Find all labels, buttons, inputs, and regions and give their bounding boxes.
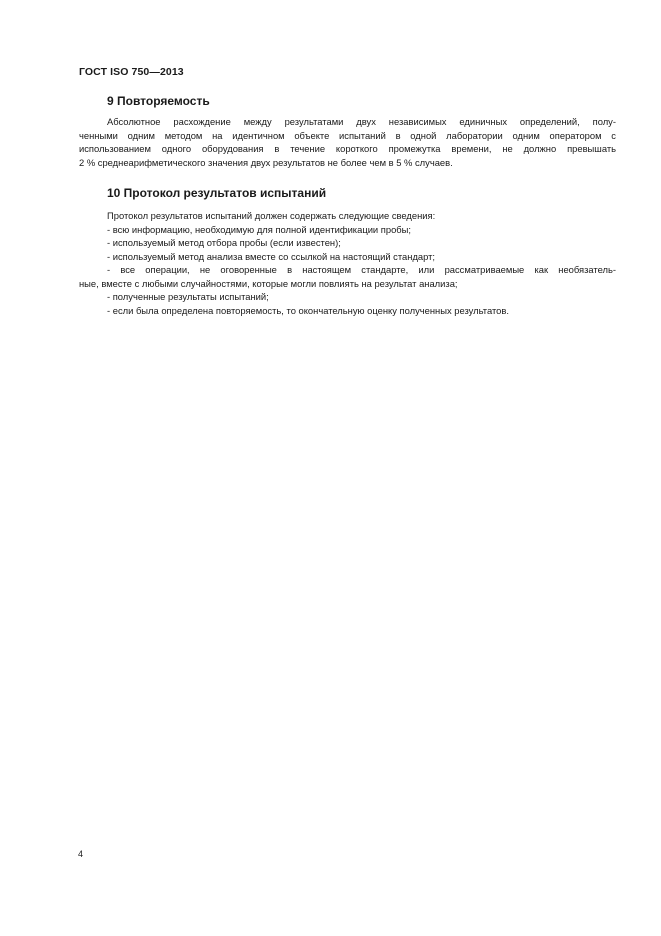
section-10-line-6: ные, вместе с любыми случайностями, которые могли повлиять на результат анализа; [79, 277, 458, 289]
section-10-line-3: - используемый метод отбора пробы (если известен); [107, 237, 341, 248]
section-10-line-8: - если была определена повторяемость, то окончательную оценку полученных результатов. [107, 304, 509, 316]
section-9-heading: 9 Повторяемость [107, 94, 210, 108]
section-9-line-1: Абсолютное расхождение между результатами двух независимых единичных определений, полу- [107, 116, 616, 127]
section-10-line-2: - всю информацию, необходимую для полной идентификации пробы; [107, 223, 411, 235]
section-10-line-1: Протокол результатов испытаний должен содержать следующие сведения: [107, 210, 436, 221]
section-9-line-3: использованием одного оборудования в течение короткого промежутка времени, не должно превышать [79, 143, 616, 154]
section-10-line-7: - полученные результаты испытаний; [107, 291, 269, 302]
section-10-line-4: - используемый метод анализа вместе со ссылкой на настоящий стандарт; [107, 250, 436, 262]
document-header-code: ГОСТ ISO 750—2013 [79, 66, 184, 78]
section-10-paragraph [79, 209, 616, 317]
section-10-line-5: - все операции, не оговоренные в настоящем стандарте, или рассматриваемые как необязатель- [107, 264, 616, 275]
section-9-paragraph [79, 115, 616, 169]
page-number: 4 [78, 849, 84, 859]
section-10-heading: 10 Протокол результатов испытаний [107, 186, 327, 200]
section-9-line-2: ченными одним методом на идентичном объекте испытаний в одной лаборатории одним оператором с [79, 129, 616, 141]
section-9-line-4: 2 % среднеарифметического значения двух результатов не более чем в 5 % случаев. [79, 156, 453, 168]
